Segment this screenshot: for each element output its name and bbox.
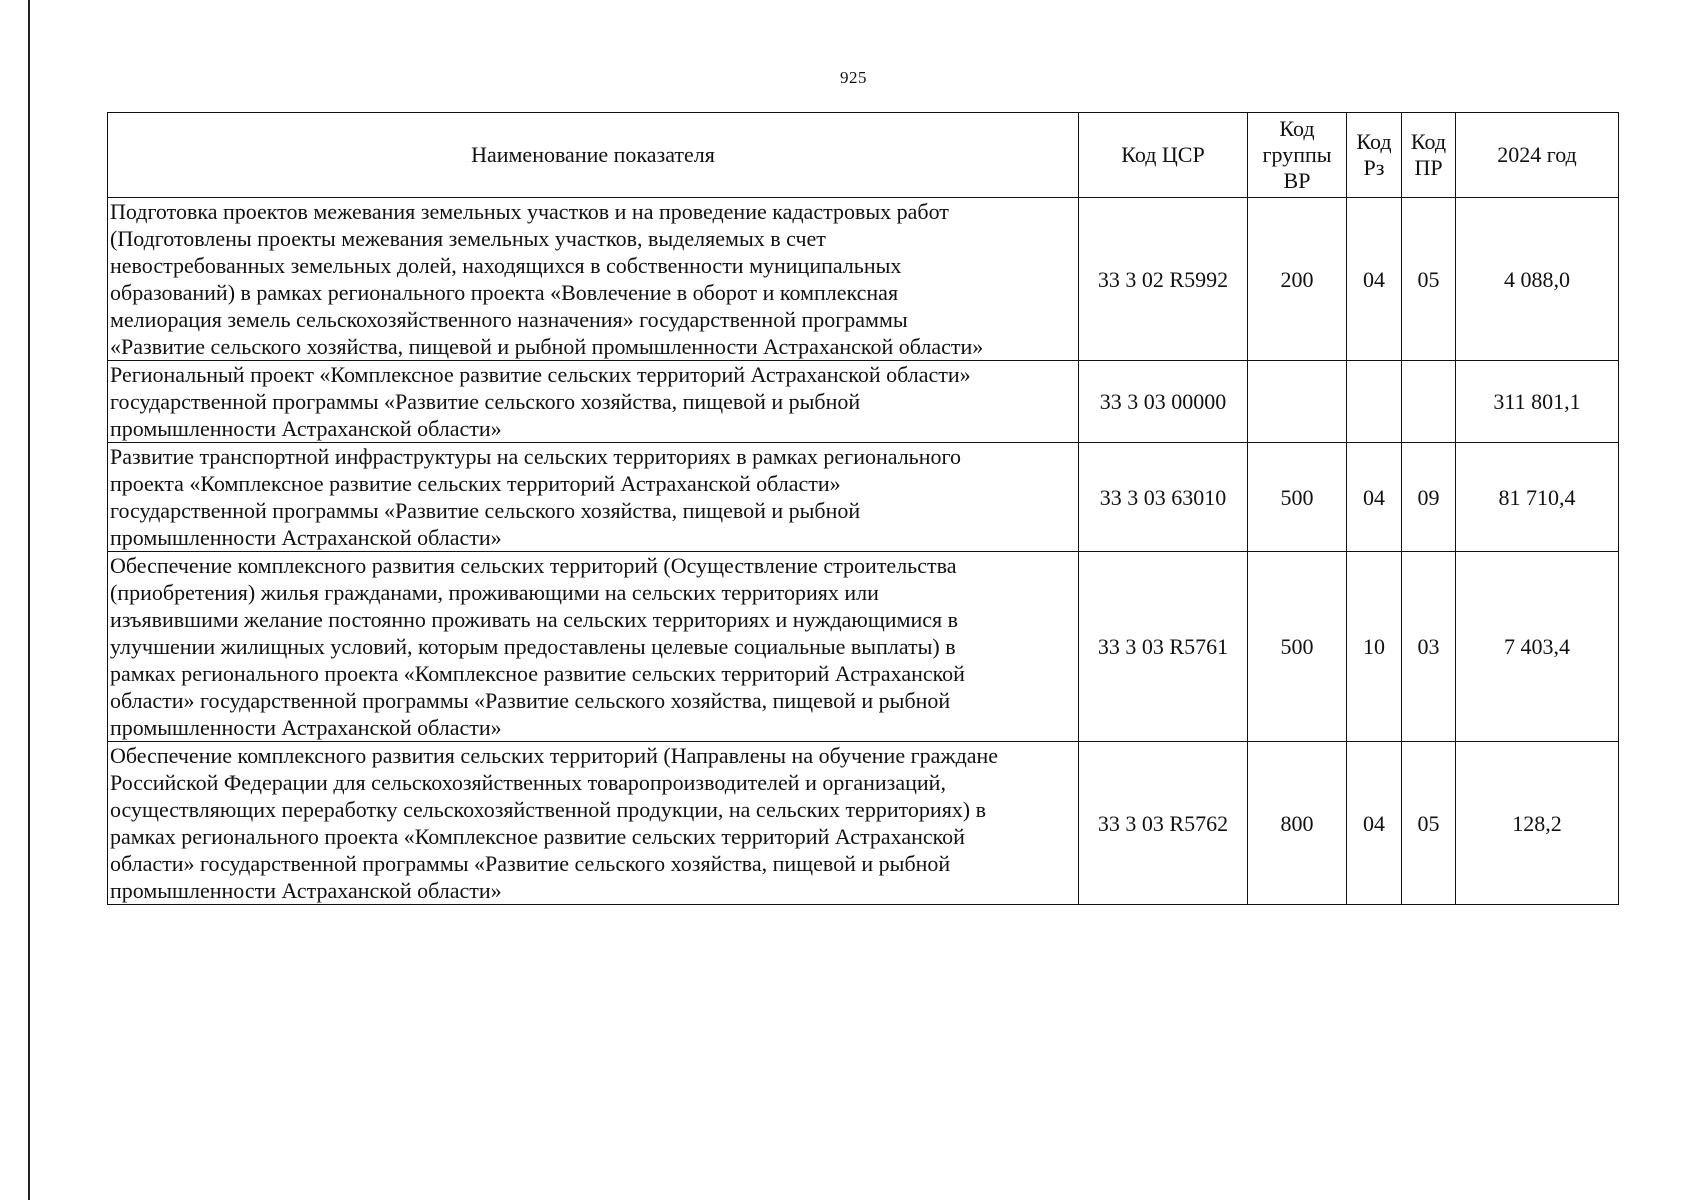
- row-csr-cell: 33 3 03 63010: [1079, 443, 1248, 552]
- header-pr-line1: Код: [1410, 129, 1447, 154]
- row-amount-cell: 311 801,1: [1456, 361, 1619, 443]
- row-rz-cell: 10: [1347, 552, 1402, 742]
- row-vr-cell: [1248, 361, 1347, 443]
- row-rz-cell: 04: [1347, 443, 1402, 552]
- row-pr-cell: 05: [1402, 198, 1456, 361]
- table-header-row: [108, 113, 1619, 198]
- row-name-line: Обеспечение комплексного развития сельских территорий (Направлены на обучение граждане: [110, 743, 999, 768]
- header-pr: [1402, 113, 1456, 198]
- page-number: 925: [840, 68, 867, 87]
- table-row: [108, 361, 1619, 443]
- header-rz-line2: Рз: [1363, 155, 1385, 180]
- row-name-line: рамках регионального проекта «Комплексное развитие сельских территорий Астраханской: [110, 661, 965, 686]
- header-rz-line1: Код: [1356, 129, 1392, 154]
- row-name-line: Российской Федерации для сельскохозяйственных товаропроизводителей и организаций,: [110, 770, 946, 795]
- header-name: [108, 113, 1079, 198]
- header-year: [1456, 113, 1619, 198]
- header-rz: [1347, 113, 1402, 198]
- row-pr-cell: [1402, 361, 1456, 443]
- row-name-line: рамках регионального проекта «Комплексное развитие сельских территорий Астраханской: [110, 824, 965, 849]
- row-name-line: Подготовка проектов межевания земельных участков и на проведение кадастровых работ: [110, 199, 949, 224]
- row-csr-cell: 33 3 03 R5762: [1079, 742, 1248, 905]
- row-amount-cell: 128,2: [1456, 742, 1619, 905]
- row-amount-cell: 7 403,4: [1456, 552, 1619, 742]
- header-vr-line1: Код: [1279, 116, 1315, 141]
- row-name-line: Обеспечение комплексного развития сельских территорий (Осуществление строительства: [110, 553, 957, 578]
- row-name-line: изъявившими желание постоянно проживать на сельских территориях и нуждающимися в: [110, 607, 959, 632]
- row-rz-cell: [1347, 361, 1402, 443]
- row-name-line: государственной программы «Развитие сельского хозяйства, пищевой и рыбной: [110, 498, 861, 523]
- row-name-cell: [108, 443, 1079, 552]
- table-row: [108, 443, 1619, 552]
- header-year-label: 2024 год: [1497, 142, 1577, 167]
- row-name-line: Развитие транспортной инфраструктуры на сельских территориях в рамках регионального: [110, 444, 961, 469]
- row-csr-cell: 33 3 03 00000: [1079, 361, 1248, 443]
- row-name-line: (Подготовлены проекты межевания земельных участков, выделяемых в счет: [110, 226, 826, 251]
- table-row: [108, 552, 1619, 742]
- row-pr-cell: 09: [1402, 443, 1456, 552]
- row-name-line: (приобретения) жилья гражданами, проживающими на сельских территориях или: [110, 580, 879, 605]
- row-vr-cell: 200: [1248, 198, 1347, 361]
- row-rz-cell: 04: [1347, 742, 1402, 905]
- row-name-line: мелиорация земель сельскохозяйственного назначения» государственной программы: [110, 307, 908, 332]
- row-csr-cell: 33 3 03 R5761: [1079, 552, 1248, 742]
- table-row: [108, 742, 1619, 905]
- row-name-line: осуществляющих переработку сельскохозяйственной продукции, на сельских территориях) в: [110, 797, 987, 822]
- row-name-line: образований) в рамках регионального проекта «Вовлечение в оборот и комплексная: [110, 280, 899, 305]
- row-name-line: проекта «Комплексное развитие сельских территорий Астраханской области»: [110, 471, 841, 496]
- table-row: [108, 198, 1619, 361]
- header-vr-line2: группы: [1262, 142, 1332, 167]
- header-csr: [1079, 113, 1248, 198]
- row-name-cell: [108, 198, 1079, 361]
- row-name-line: промышленности Астраханской области»: [110, 878, 502, 903]
- scan-edge-line: [28, 0, 30, 1200]
- header-vr: [1248, 113, 1347, 198]
- row-csr-cell: 33 3 02 R5992: [1079, 198, 1248, 361]
- budget-table: [107, 112, 1619, 905]
- row-pr-cell: 05: [1402, 742, 1456, 905]
- row-pr-cell: 03: [1402, 552, 1456, 742]
- row-vr-cell: 500: [1248, 443, 1347, 552]
- row-name-cell: [108, 742, 1079, 905]
- row-rz-cell: 04: [1347, 198, 1402, 361]
- header-name-label: Наименование показателя: [471, 142, 715, 167]
- row-amount-cell: 81 710,4: [1456, 443, 1619, 552]
- row-name-cell: [108, 552, 1079, 742]
- row-name-cell: [108, 361, 1079, 443]
- row-vr-cell: 500: [1248, 552, 1347, 742]
- row-name-line: области» государственной программы «Развитие сельского хозяйства, пищевой и рыбной: [110, 851, 951, 876]
- row-name-line: невостребованных земельных долей, находящихся в собственности муниципальных: [110, 253, 902, 278]
- header-pr-line2: ПР: [1414, 155, 1443, 180]
- row-vr-cell: 800: [1248, 742, 1347, 905]
- row-name-line: государственной программы «Развитие сельского хозяйства, пищевой и рыбной: [110, 389, 861, 414]
- row-name-line: области» государственной программы «Развитие сельского хозяйства, пищевой и рыбной: [110, 688, 951, 713]
- row-name-line: Региональный проект «Комплексное развитие сельских территорий Астраханской области»: [110, 362, 971, 387]
- row-name-line: промышленности Астраханской области»: [110, 715, 502, 740]
- row-name-line: промышленности Астраханской области»: [110, 416, 502, 441]
- row-amount-cell: 4 088,0: [1456, 198, 1619, 361]
- header-csr-label: Код ЦСР: [1121, 142, 1205, 167]
- row-name-line: «Развитие сельского хозяйства, пищевой и рыбной промышленности Астраханской области»: [110, 334, 984, 359]
- row-name-line: промышленности Астраханской области»: [110, 525, 502, 550]
- header-vr-line3: ВР: [1283, 168, 1311, 193]
- row-name-line: улучшении жилищных условий, которым предоставлены целевые социальные выплаты) в: [110, 634, 956, 659]
